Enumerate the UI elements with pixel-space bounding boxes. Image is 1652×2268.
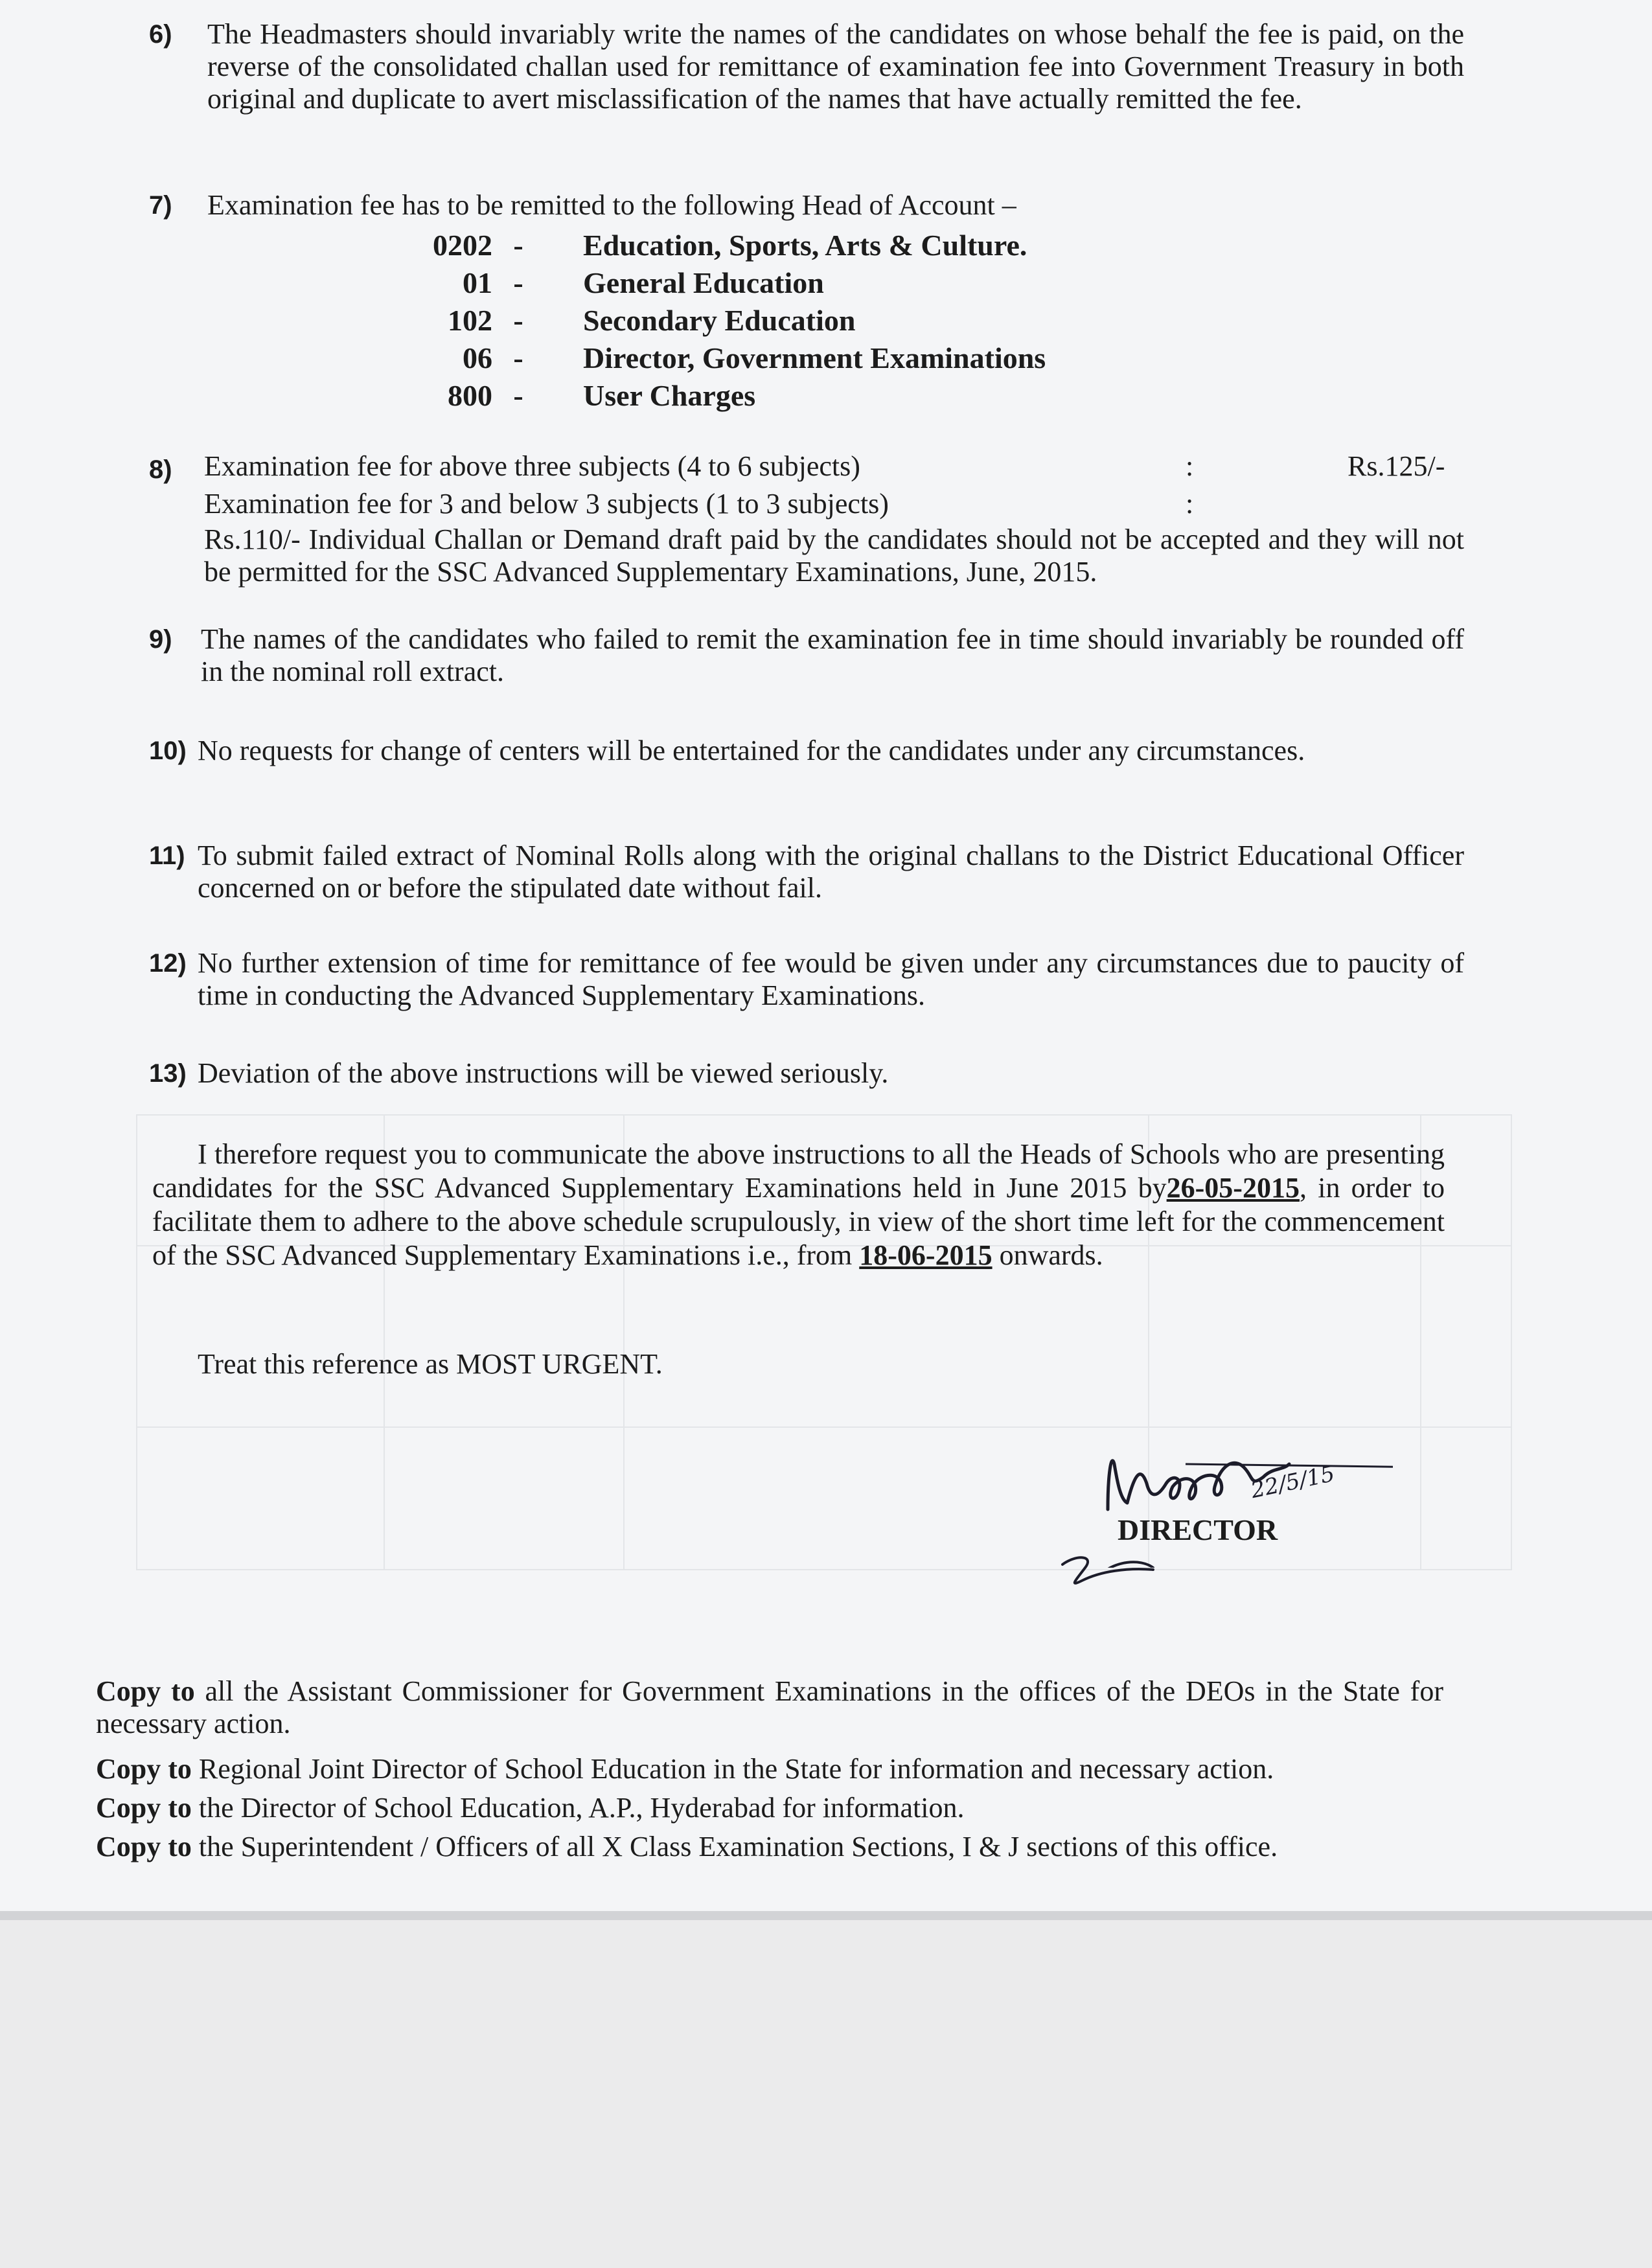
item-text: To submit failed extract of Nominal Rolls along with the original challans to the District Educational Officer concerned on or before the stipulated date without fail. (198, 840, 1464, 904)
copy-to-director-school-education: Copy to the Director of School Education, A.P., Hyderabad for information. (96, 1792, 965, 1824)
account-row: 800 - User Charges (448, 379, 756, 412)
scanner-bed (0, 1920, 1652, 2268)
instruction-12 (149, 947, 1464, 1012)
fee-line-1-to-3: Examination fee for 3 and below 3 subjects (1 to 3 subjects) (204, 488, 889, 520)
urgent-note: Treat this reference as MOST URGENT. (198, 1348, 663, 1380)
item-number: 9) (149, 625, 172, 654)
item-number: 11) (149, 842, 185, 870)
item-text: The Headmasters should invariably write the names of the candidates on whose behalf the fee is paid, on the reverse of the consolidated challan used for remittance of examination fee into Government Treasury in both original and duplicate to avert misclassification of the names that have actually remitted the fee. (207, 18, 1464, 115)
item-text: No requests for change of centers will be entertained for the candidates under any circumstances. (198, 735, 1305, 766)
item-number: 12) (149, 949, 187, 978)
item-number: 7) (149, 191, 172, 220)
signature-date: 22/5/15 (1248, 1460, 1337, 1504)
item-text: Deviation of the above instructions will be viewed seriously. (198, 1057, 889, 1089)
account-row: 01 - General Education (463, 266, 824, 299)
fee-colon: : (1186, 450, 1194, 482)
item-text: The names of the candidates who failed to remit the examination fee in time should invariably be rounded off in the nominal roll extract. (201, 623, 1464, 687)
instruction-7 (149, 189, 1464, 222)
deadline-date: 26-05-2015 (1166, 1172, 1300, 1204)
item-number: 6) (149, 20, 172, 49)
copy-to-superintendent: Copy to the Superintendent / Officers of all X Class Examination Sections, I & J sections of this office. (96, 1831, 1278, 1862)
account-row: 0202 - Education, Sports, Arts & Culture. (433, 229, 1027, 262)
page-edge-shadow (0, 1911, 1652, 1920)
fee-note (204, 523, 1464, 588)
request-paragraph: I therefore request you to communicate the above instructions to all the Heads of Schools who are presenting candidates for the SSC Advanced Supplementary Examinations held in June 2015 by26-05-2015, in order to facilitate them to adhere to the above schedule scrupulously, in view of the short time left for the commencement of the SSC Advanced Supplementary Examinations i.e., from 18-06-2015 onwards. (152, 1138, 1445, 1271)
copy-to-assistant-commissioners: Copy to all the Assistant Commissioner for Government Examinations in the offices of the DEOs in the State for necessary action. (96, 1675, 1443, 1739)
instruction-11 (149, 840, 1464, 904)
fee-colon: : (1186, 488, 1194, 520)
exam-start-date: 18-06-2015 (859, 1239, 992, 1271)
fee-amount-125: Rs.125/- (1348, 450, 1445, 482)
item-number: 10) (149, 737, 187, 765)
account-row: 06 - Director, Government Examinations (463, 341, 1046, 374)
item-text: Examination fee has to be remitted to the following Head of Account – (207, 189, 1016, 221)
director-signature (1095, 1438, 1393, 1568)
instruction-9 (149, 623, 1464, 688)
fee-note-text: Rs.110/- Individual Challan or Demand draft paid by the candidates should not be accepted and they will not be permitted for the SSC Advanced Supplementary Examinations, June, 2015. (204, 523, 1464, 588)
instruction-10 (149, 735, 1464, 767)
copy-to-regional-joint-director: Copy to Regional Joint Director of School Education in the State for information and necessary action. (96, 1753, 1274, 1785)
item-text: No further extension of time for remittance of fee would be given under any circumstances due to paucity of time in conducting the Advanced Supplementary Examinations. (198, 947, 1464, 1011)
initial-mark (1056, 1552, 1166, 1597)
item-number: 13) (149, 1059, 187, 1088)
instruction-6 (149, 18, 1464, 115)
account-row: 102 - Secondary Education (448, 304, 856, 337)
instruction-13 (149, 1057, 1464, 1090)
fee-line-4-to-6: Examination fee for above three subjects (4 to 6 subjects) (204, 450, 860, 482)
head-of-account-list (402, 227, 1046, 415)
item-number: 8) (149, 455, 172, 484)
director-title: DIRECTOR (1118, 1513, 1278, 1546)
